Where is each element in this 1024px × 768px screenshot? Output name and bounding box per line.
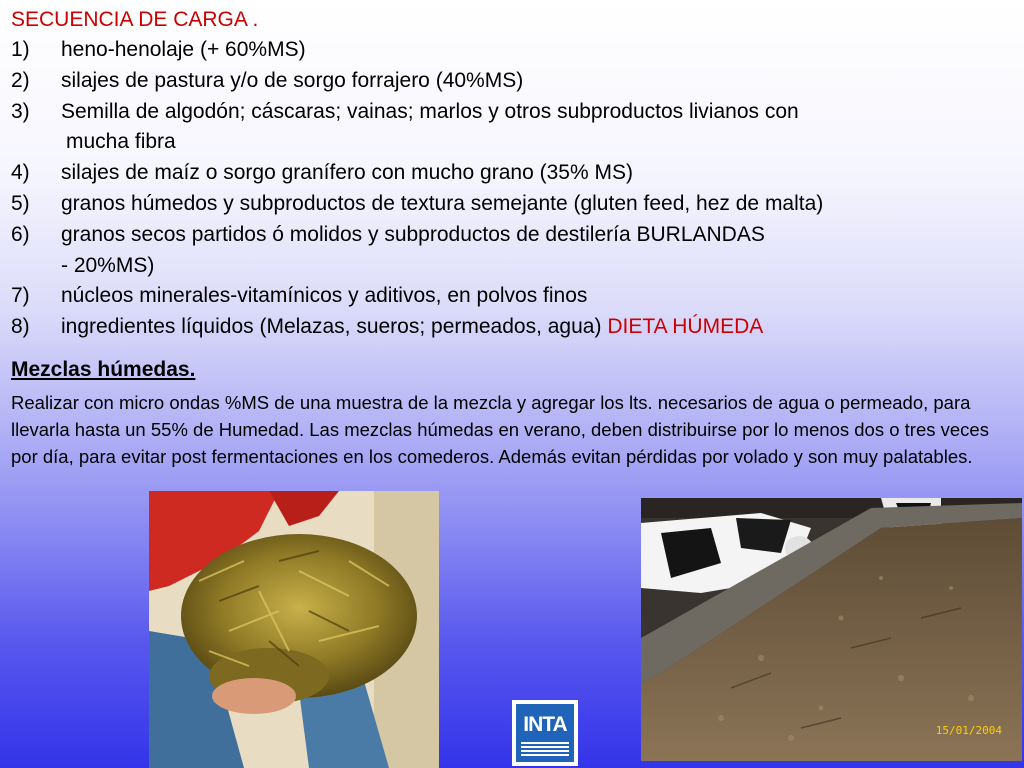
list-item-3 bbox=[11, 97, 1016, 159]
item-number: 2) bbox=[11, 68, 30, 92]
item-text: silajes de pastura y/o de sorgo forrajero (40%MS) bbox=[61, 68, 524, 92]
item-text: heno-henolaje (+ 60%MS) bbox=[61, 38, 306, 61]
item-text: núcleos minerales-vitamínicos y aditivos, en polvos finos bbox=[61, 284, 588, 308]
item-number: 1) bbox=[11, 38, 30, 61]
item-number: 8) bbox=[11, 315, 30, 339]
loading-sequence-list bbox=[11, 5, 1016, 343]
list-item-1 bbox=[11, 35, 1016, 66]
silage-in-hands-photo bbox=[149, 491, 439, 768]
logo-frame bbox=[516, 704, 574, 762]
item-continuation: mucha fibra bbox=[66, 130, 176, 154]
item-number: 4) bbox=[11, 161, 30, 185]
logo-stripes bbox=[521, 742, 569, 756]
item-number: 7) bbox=[11, 284, 30, 308]
logo-text: INTA bbox=[523, 713, 567, 736]
item-text: granos húmedos y subproductos de textura semejante (gluten feed, hez de malta) bbox=[61, 191, 824, 215]
item-text-wrapper bbox=[61, 312, 1016, 343]
item-text: silajes de maíz o sorgo granífero con mucho grano (35% MS) bbox=[61, 161, 633, 185]
list-item-7 bbox=[11, 281, 1016, 312]
item-text: granos secos partidos ó molidos y subproductos de destilería BURLANDAS bbox=[61, 222, 765, 246]
item-number: 6) bbox=[11, 222, 30, 246]
item-number: 5) bbox=[11, 191, 30, 215]
cows-feeding-photo bbox=[641, 498, 1022, 761]
list-item-4 bbox=[11, 158, 1016, 189]
item-text: ingredientes líquidos (Melazas, sueros; permeados, agua) bbox=[61, 315, 602, 339]
list-item-5 bbox=[11, 189, 1016, 220]
inta-logo bbox=[512, 700, 578, 766]
photo-date-stamp: 15/01/2004 bbox=[935, 724, 1002, 737]
list-item-8 bbox=[11, 312, 1016, 343]
list-item-6 bbox=[11, 220, 1016, 282]
wet-diet-highlight: DIETA HÚMEDA bbox=[607, 315, 764, 339]
item-continuation: - 20%MS) bbox=[61, 253, 155, 277]
item-number: 3) bbox=[11, 99, 30, 123]
wet-mix-heading: Mezclas húmedas. bbox=[11, 358, 196, 381]
wet-mix-paragraph: Realizar con micro ondas %MS de una muestra de la mezcla y agregar los lts. necesarios de agua o permeado, para llevarla hasta un 55% de Humedad. Las mezclas húmedas en verano, deben distribuirse por lo menos dos o tres veces por día, para evitar post fermentaciones en los comederos. Además evitan pérdidas por volado y son muy palatables. bbox=[11, 392, 989, 467]
slide-title: SECUENCIA DE CARGA . bbox=[11, 8, 259, 31]
list-item-2 bbox=[11, 66, 1016, 97]
item-text: Semilla de algodón; cáscaras; vainas; marlos y otros subproductos livianos con bbox=[61, 99, 799, 123]
